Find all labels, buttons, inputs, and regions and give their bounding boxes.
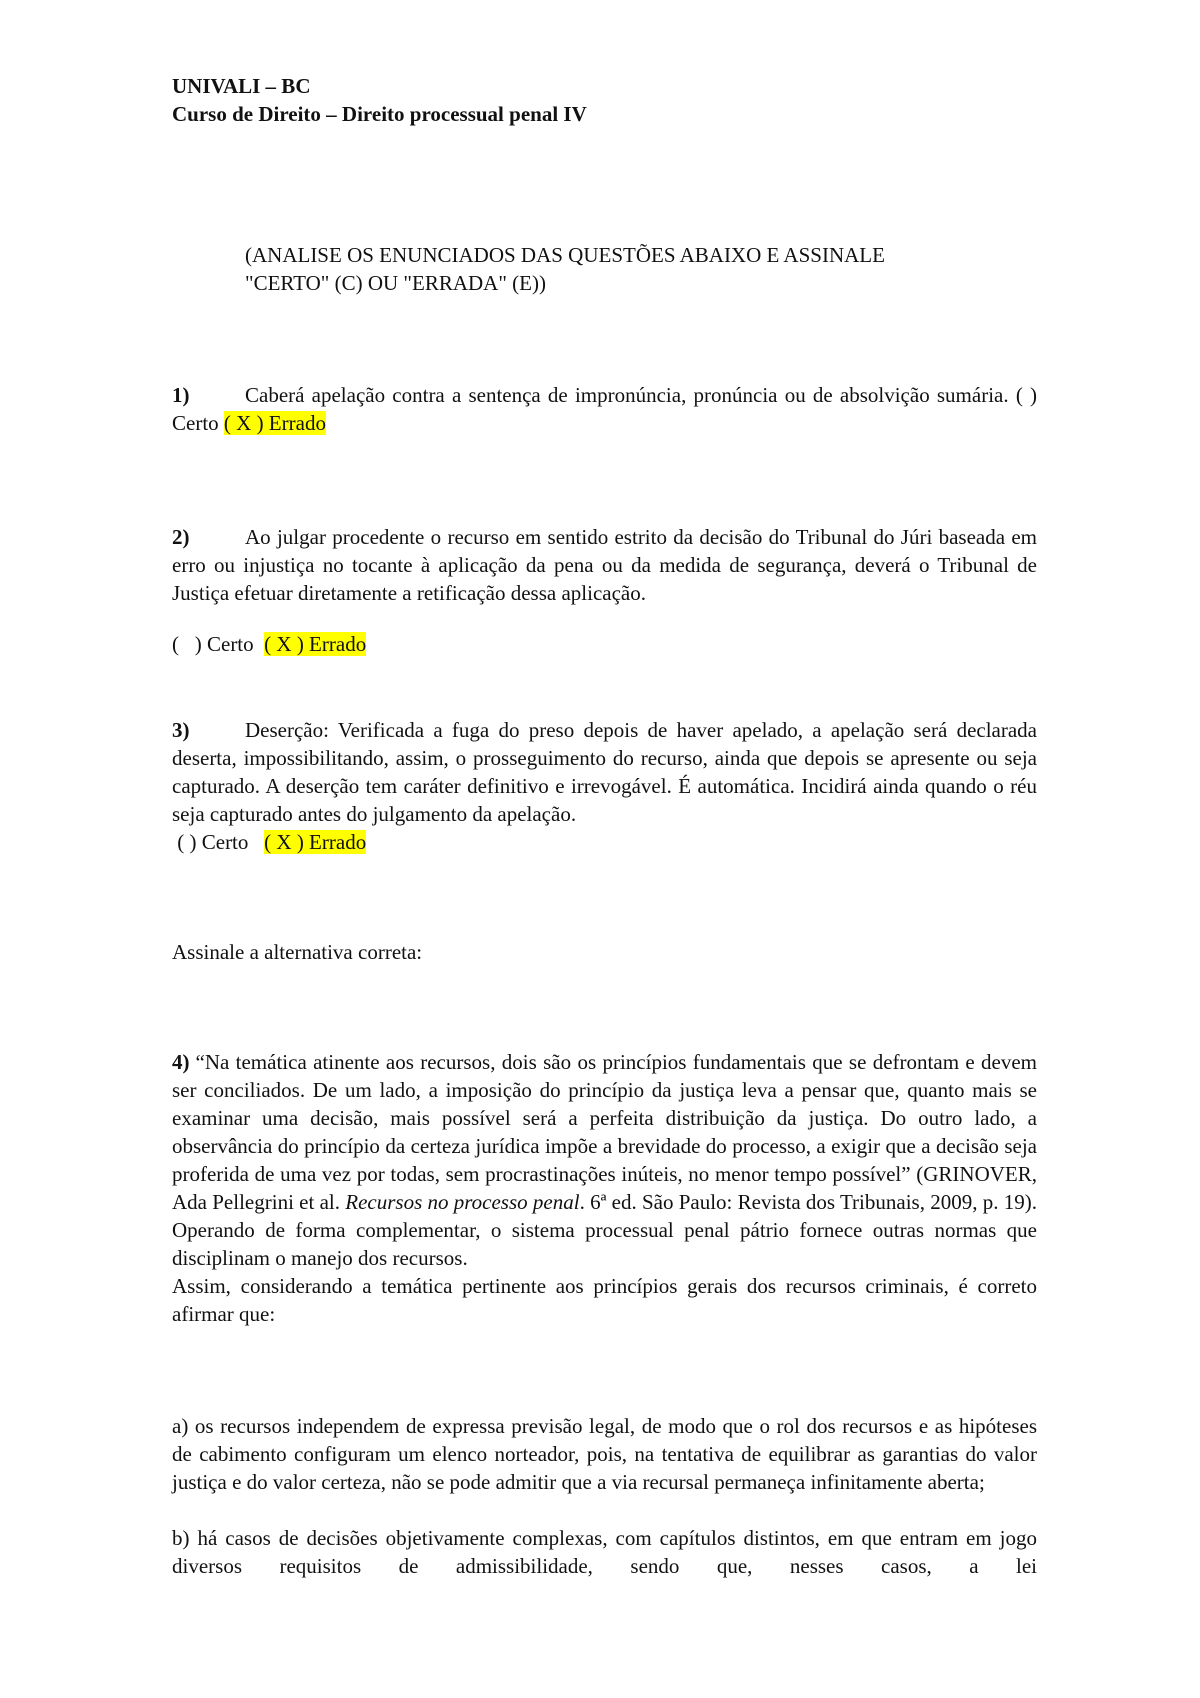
question-1-number: 1) [172, 383, 190, 407]
question-4-text-part2: . 6ª ed. São Paulo: Revista dos Tribunais, 2009, p. 19). Operando de forma complementar, o sistema processual penal pátrio fornece outras normas que disciplinam o manejo dos recursos. [172, 1190, 1037, 1270]
question-1-text: Caberá apelação contra a sentença de impronúncia, pronúncia ou de absolvição sumária. [245, 383, 1016, 407]
question-4-number: 4) [172, 1050, 190, 1074]
question-2-text: Ao julgar procedente o recurso em sentido estrito da decisão do Tribunal do Júri baseada em erro ou injustiça no tocante à aplicação da pena ou da medida de segurança, deverá o Tribunal de Justiça efetuar diretamente a retificação dessa aplicação. [172, 525, 1037, 605]
question-4-option-a: a) os recursos independem de expressa previsão legal, de modo que o rol dos recursos e as hipóteses de cabimento configuram um elenco norteador, pois, na tentativa de equilibrar as garantias do valor justiça e do valor certeza, não se pode admitir que a via recursal permaneça infinitamente aberta; [172, 1414, 1037, 1494]
question-1 [172, 381, 1037, 437]
institution-title: UNIVALI – BC [172, 74, 311, 98]
instructions-block [245, 241, 1045, 297]
question-3-option-certo: ( ) Certo [172, 830, 265, 854]
question-3-option-errado: ( X ) Errado [264, 830, 367, 854]
document-content [172, 72, 1037, 1580]
question-4-book-title: Recursos no processo penal [345, 1190, 580, 1214]
question-3-text: Deserção: Verificada a fuga do preso depois de haver apelado, a apelação será declarada deserta, impossibilitando, assim, o prosseguimento do recurso, ainda que depois se apresente ou seja capturado. A deserção tem caráter definitivo e irrevogável. É automática. Incidirá ainda quando o réu seja capturado antes do julgamento da apelação. [172, 718, 1037, 826]
question-3-number: 3) [172, 718, 190, 742]
question-4 [172, 1048, 1037, 1580]
question-2-number: 2) [172, 525, 190, 549]
instructions-line-1: (ANALISE OS ENUNCIADOS DAS QUESTÕES ABAIXO E ASSINALE [245, 243, 885, 267]
question-2-option-certo: ( ) Certo [172, 632, 265, 656]
question-4-text-part1: “Na temática atinente aos recursos, dois são os princípios fundamentais que se defrontam e devem ser conciliados. De um lado, a imposição do princípio da justiça leva a pensar que, quanto mais se examinar uma decisão, mais possível será a perfeita distribuição da justiça. Do outro lado, a observância do princípio da certeza jurídica impõe a brevidade do processo, a exigir que a decisão seja proferida de uma vez por todas, sem procrastinações inúteis, no menor tempo possível” (GRINOVER, Ada Pellegrini et al. [172, 1050, 1037, 1214]
question-1-option-errado: ( X ) Errado [223, 411, 326, 435]
question-4-option-b: b) há casos de decisões objetivamente complexas, com capítulos distintos, em que entram em jogo diversos requisitos de admissibilidade, sendo que, nesses casos, a lei [172, 1526, 1037, 1578]
question-2 [172, 523, 1037, 658]
course-title: Curso de Direito – Direito processual penal IV [172, 102, 587, 126]
question-4-text-part3: Assim, considerando a temática pertinente aos princípios gerais dos recursos criminais, é correto afirmar que: [172, 1274, 1037, 1326]
question-3 [172, 716, 1037, 856]
question-1-option-certo: ( ) Certo [172, 383, 1037, 435]
instruction-choose-correct: Assinale a alternativa correta: [172, 940, 423, 964]
instructions-line-2: "CERTO" (C) OU "ERRADA" (E)) [245, 271, 546, 295]
question-2-option-errado: ( X ) Errado [264, 632, 367, 656]
